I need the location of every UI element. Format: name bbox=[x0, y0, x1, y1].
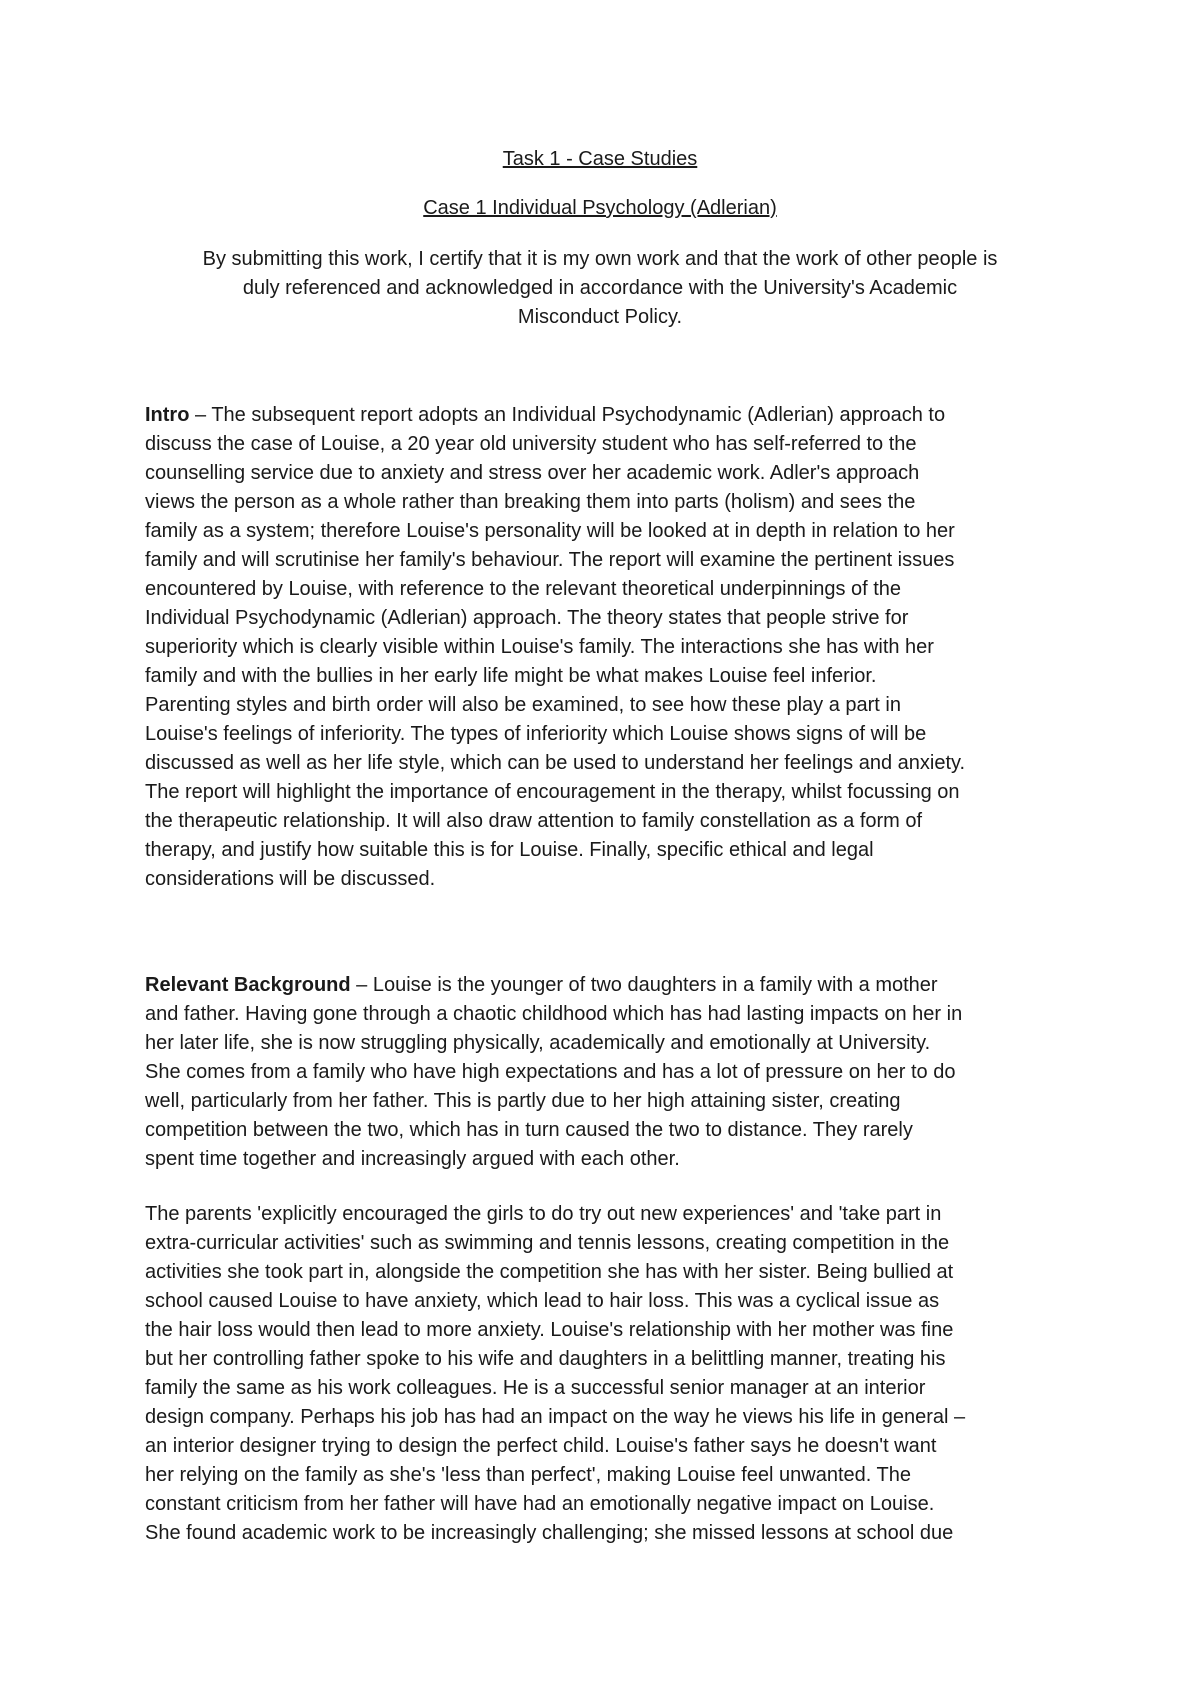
paragraph-line: superiority which is clearly visible within Louise's family. The interactions she has with her bbox=[145, 636, 934, 658]
paragraph-line: discuss the case of Louise, a 20 year old university student who has self-referred to the bbox=[145, 433, 917, 455]
paragraph-line: school caused Louise to have anxiety, which lead to hair loss. This was a cyclical issue as bbox=[145, 1290, 940, 1312]
case-subtitle: Case 1 Individual Psychology (Adlerian) bbox=[423, 197, 777, 219]
paragraph-line: discussed as well as her life style, which can be used to understand her feelings and anxiety. bbox=[145, 752, 966, 774]
paragraph-line: Louise's feelings of inferiority. The types of inferiority which Louise shows signs of will be bbox=[145, 723, 927, 745]
paragraph-line: well, particularly from her father. This is partly due to her high attaining sister, creating bbox=[145, 1090, 901, 1112]
background-first-line bbox=[145, 971, 1065, 1000]
paragraph-line: spent time together and increasingly argued with each other. bbox=[145, 1148, 680, 1170]
paragraph-line: constant criticism from her father will have had an emotionally negative impact on Louise. bbox=[145, 1493, 935, 1515]
intro-paragraph bbox=[145, 401, 1065, 894]
paragraph-line: The parents 'explicitly encouraged the girls to do try out new experiences' and 'take part in bbox=[145, 1203, 942, 1225]
declaration-statement bbox=[150, 245, 1050, 332]
paragraph-line: family the same as his work colleagues. He is a successful senior manager at an interior bbox=[145, 1377, 926, 1399]
page-title: Task 1 - Case Studies bbox=[502, 148, 698, 170]
intro-first-line bbox=[145, 401, 1065, 430]
intro-heading: Intro bbox=[145, 404, 190, 426]
paragraph-line: Individual Psychodynamic (Adlerian) approach. The theory states that people strive for bbox=[145, 607, 909, 629]
paragraph-line: design company. Perhaps his job has had an impact on the way he views his life in general – bbox=[145, 1406, 966, 1428]
paragraph-line: counselling service due to anxiety and stress over her academic work. Adler's approach bbox=[145, 462, 920, 484]
declaration-line: Misconduct Policy. bbox=[517, 306, 683, 328]
paragraph-line: The report will highlight the importance of encouragement in the therapy, whilst focussing on bbox=[145, 781, 960, 803]
paragraph-line: She found academic work to be increasingly challenging; she missed lessons at school due bbox=[145, 1522, 954, 1544]
intro-first-line-text: – The subsequent report adopts an Individual Psychodynamic (Adlerian) approach to bbox=[189, 404, 946, 426]
paragraph-line: her later life, she is now struggling physically, academically and emotionally at University. bbox=[145, 1032, 931, 1054]
paragraph-line: views the person as a whole rather than breaking them into parts (holism) and sees the bbox=[145, 491, 916, 513]
declaration-line: By submitting this work, I certify that it is my own work and that the work of other people is bbox=[202, 248, 998, 270]
paragraph-line: family as a system; therefore Louise's personality will be looked at in depth in relation to her bbox=[145, 520, 955, 542]
paragraph-line: activities she took part in, alongside the competition she has with her sister. Being bullied at bbox=[145, 1261, 954, 1283]
paragraph-line: the therapeutic relationship. It will also draw attention to family constellation as a form of bbox=[145, 810, 923, 832]
paragraph-line: encountered by Louise, with reference to the relevant theoretical underpinnings of the bbox=[145, 578, 902, 600]
declaration-line: duly referenced and acknowledged in accordance with the University's Academic bbox=[242, 277, 958, 299]
background-first-line-text: – Louise is the younger of two daughters in a family with a mother bbox=[350, 974, 938, 996]
paragraph-line: her relying on the family as she's 'less than perfect', making Louise feel unwanted. The bbox=[145, 1464, 911, 1486]
paragraph-line: family and with the bullies in her early life might be what makes Louise feel inferior. bbox=[145, 665, 877, 687]
paragraph-line: Parenting styles and birth order will also be examined, to see how these play a part in bbox=[145, 694, 901, 716]
paragraph-line: therapy, and justify how suitable this is for Louise. Finally, specific ethical and legal bbox=[145, 839, 874, 861]
paragraph-line: family and will scrutinise her family's behaviour. The report will examine the pertinent issues bbox=[145, 549, 955, 571]
paragraph-line: competition between the two, which has in turn caused the two to distance. They rarely bbox=[145, 1119, 913, 1141]
paragraph-line: and father. Having gone through a chaotic childhood which has had lasting impacts on her in bbox=[145, 1003, 963, 1025]
paragraph-line: but her controlling father spoke to his wife and daughters in a belittling manner, treating his bbox=[145, 1348, 946, 1370]
paragraph-line: She comes from a family who have high expectations and has a lot of pressure on her to do bbox=[145, 1061, 956, 1083]
background-heading: Relevant Background bbox=[145, 974, 351, 996]
parents-paragraph bbox=[145, 1200, 1065, 1548]
paragraph-line: extra-curricular activities' such as swimming and tennis lessons, creating competition in the bbox=[145, 1232, 950, 1254]
paragraph-line: an interior designer trying to design the perfect child. Louise's father says he doesn't want bbox=[145, 1435, 937, 1457]
paragraph-line: considerations will be discussed. bbox=[145, 868, 436, 890]
paragraph-line: the hair loss would then lead to more anxiety. Louise's relationship with her mother was fine bbox=[145, 1319, 954, 1341]
background-paragraph bbox=[145, 971, 1065, 1174]
